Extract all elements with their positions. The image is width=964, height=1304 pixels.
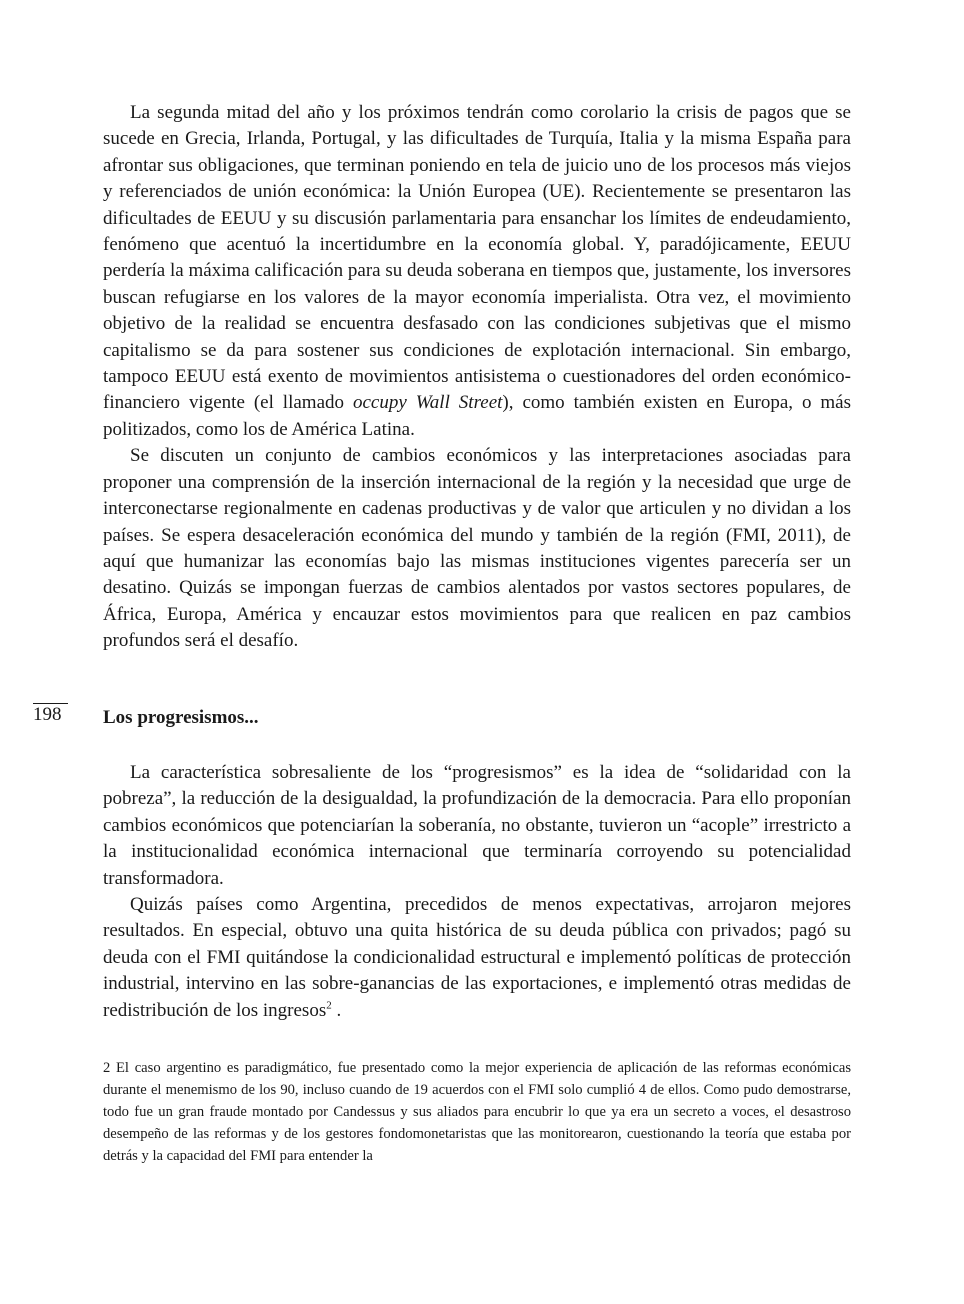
paragraph [103,892,851,1024]
italic-term: occupy Wall Street [352,392,503,414]
paragraph-text: Se discuten un conjunto de cambios económicos y las interpretaciones asociadas para proponer una comprensión de la inserción internacional de la región y la necesidad que urge de interconectarse regionalmente en cadenas productivas y de valor que articulen y no dividan a los países. Se espera desaceleración económica del mundo y también de la región (FMI, 2011), de aquí que humanizar las economías bajo las mismas instituciones vigentes parecería ser un desatino. Quizás se impongan fuerzas de cambios alentados por vastos sectores populares, de África, Europa, América y encauzar estos movimientos para que realicen en paz cambios profundos será el desafío. [103,445,851,652]
footnote-reference[interactable]: 2 [326,999,332,1012]
footnote: 2 El caso argentino es paradigmático, fue presentado como la mejor experiencia de aplicación de las reformas económicas durante el menemismo de los 90, incluso cuando de 19 acuerdos con el FMI solo cumplió 4 de ellos. Como pudo demostrarse, todo fue un gran fraude montado por Candessus y sus aliados para encubrir lo que ya era un secreto a voces, el desastroso desempeño de las reformas y de los gestores fondomonetaristas que las monitorearon, cuestionando la teoría que estaba por detrás y la capacidad del FMI para entender la [103,1060,851,1164]
paragraph-text: La característica sobresaliente de los “progresismos” es la idea de “solidaridad con la pobreza”, la reducción de la desigualdad, la profundización de la democracia. Para ello proponían cambios económicos que potenciarían la soberanía, no obstante, tuvieron un “acople” irrestricto a la institucionalidad económica internacional que terminaría corroyendo su potencialidad transformadora. [103,762,851,889]
body-section-bottom [103,760,851,1024]
paragraph-text: . [331,999,342,1021]
paragraph [103,760,851,892]
paragraph-text: Quizás países como Argentina, precedidos de menos expectativas, arrojaron mejores resultados. En especial, obtuvo una quita histórica de su deuda pública con privados; pagó su deuda con el FMI quitándose la condicionalidad estructural e implementó políticas de protección industrial, intervino en las sobre-ganancias de las exportaciones, e implementó otras medidas de redistribución de los ingresos [103,894,851,1021]
paragraph [103,443,851,654]
paragraph-text: ), como también existen en Europa, o más politizados, como los de América Latina. [103,392,851,440]
body-section-top [103,100,851,655]
paragraph [103,100,851,443]
page-number: 198 [33,704,62,725]
paragraph-text: La segunda mitad del año y los próximos tendrán como corolario la crisis de pagos que se sucede en Grecia, Irlanda, Portugal, y las dificultades de Turquía, Italia y la misma España para afrontar sus obligaciones, que terminan poniendo en tela de juicio uno de los procesos más viejos y referenciados de unión económica: la Unión Europea (UE). Recientemente se presentaron las dificultades de EEUU y su discusión parlamentaria para ensanchar los límites de endeudamiento, fenómeno que acentuó la incertidumbre en la economía global. Y, paradójicamente, EEUU perdería la máxima calificación para su deuda soberana en tiempos que, justamente, los inversores buscan refugiarse en los valores de la mayor economía imperialista. Otra vez, el movimiento objetivo de la realidad se encuentra desfasado con las condiciones subjetivas que el mismo capitalismo se da para sostener sus condiciones de explotación internacional. Sin embargo, tampoco EEUU está exento de movimientos antisistema o cuestionadores del orden económico-financiero vigente (el llamado [103,102,851,414]
section-heading: Los progresismos... [103,707,259,728]
